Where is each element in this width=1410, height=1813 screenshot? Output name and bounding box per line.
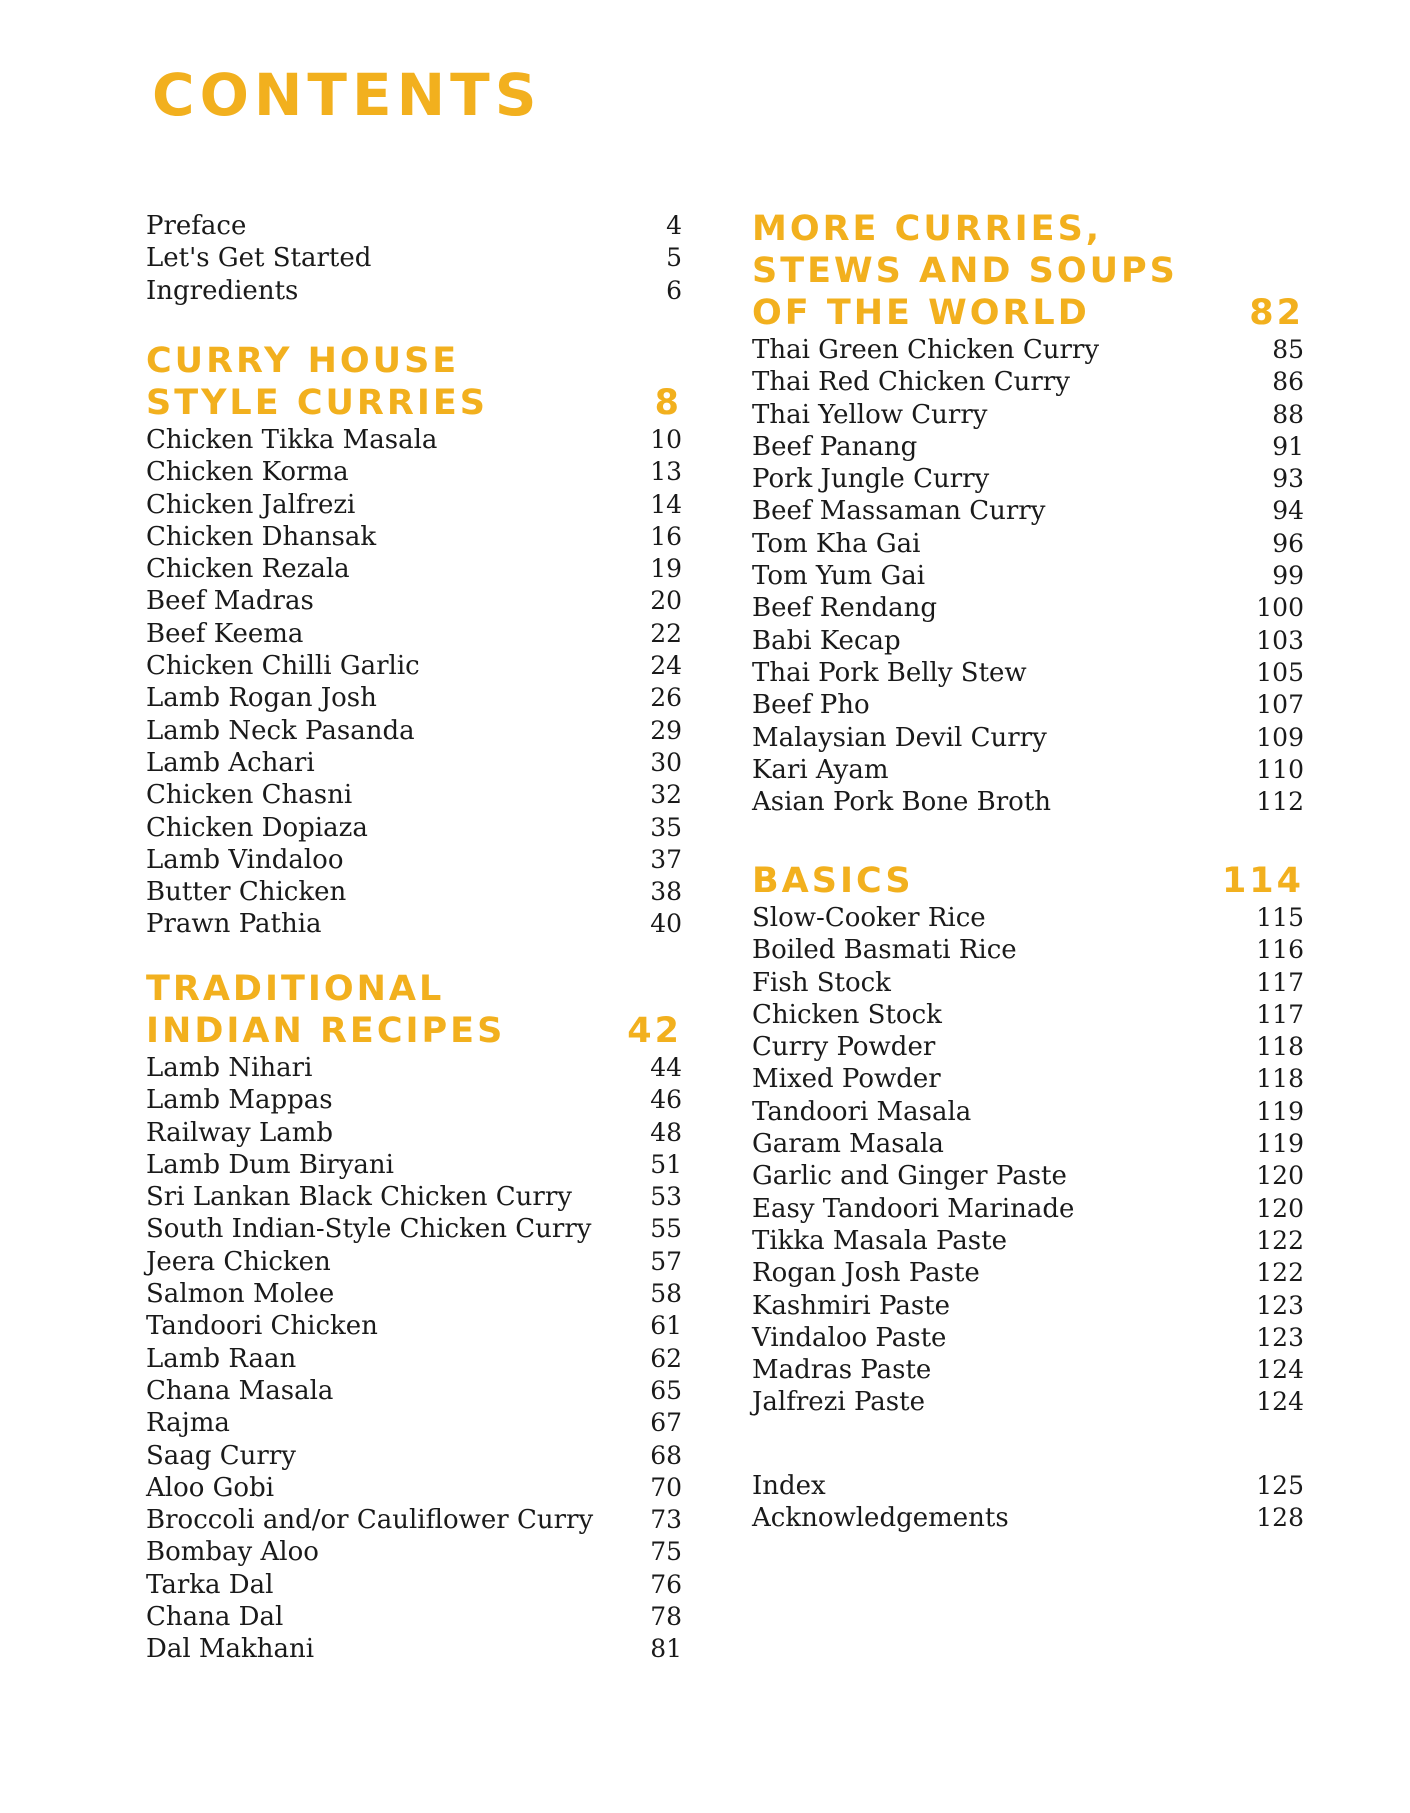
toc-entry bbox=[146, 1343, 682, 1375]
toc-entry bbox=[752, 754, 1304, 786]
entry-page-number: 110 bbox=[1256, 754, 1304, 784]
toc-entry bbox=[146, 715, 682, 747]
toc-entry bbox=[146, 1407, 682, 1439]
entry-page-number: 70 bbox=[650, 1472, 682, 1502]
toc-entry bbox=[752, 1502, 1304, 1534]
toc-entry bbox=[752, 431, 1304, 463]
front-matter-list bbox=[146, 210, 682, 307]
section-more-curries bbox=[752, 208, 1304, 818]
toc-entry bbox=[146, 1504, 682, 1536]
toc-entry bbox=[752, 1290, 1304, 1322]
entry-title: Tandoori Masala bbox=[752, 1096, 972, 1127]
entry-title: Chana Dal bbox=[146, 1602, 284, 1633]
entry-title: Mixed Powder bbox=[752, 1064, 941, 1095]
entry-page-number: 81 bbox=[650, 1634, 682, 1664]
entry-title: Kashmiri Paste bbox=[752, 1290, 950, 1321]
section-page-number: 114 bbox=[1221, 861, 1304, 901]
entry-title: Thai Yellow Curry bbox=[752, 399, 988, 430]
entry-page-number: 117 bbox=[1256, 999, 1304, 1029]
back-matter-list bbox=[752, 1470, 1304, 1535]
entry-page-number: 88 bbox=[1272, 399, 1304, 429]
toc-entry bbox=[146, 1246, 682, 1278]
entry-title: Malaysian Devil Curry bbox=[752, 722, 1047, 753]
toc-entry bbox=[146, 618, 682, 650]
toc-entry bbox=[752, 902, 1304, 934]
entry-title: Vindaloo Paste bbox=[752, 1322, 947, 1353]
entry-title: Bombay Aloo bbox=[146, 1537, 319, 1568]
toc-entry bbox=[146, 747, 682, 779]
entry-title: Slow-Cooker Rice bbox=[752, 903, 986, 933]
entry-page-number: 4 bbox=[666, 211, 682, 240]
toc-entry bbox=[752, 1225, 1304, 1257]
toc-entry bbox=[752, 1063, 1304, 1095]
entry-page-number: 118 bbox=[1256, 1032, 1304, 1062]
entry-title: Easy Tandoori Marinade bbox=[752, 1193, 1075, 1224]
entry-page-number: 13 bbox=[650, 457, 682, 487]
entry-title: Chicken Dhansak bbox=[146, 521, 377, 552]
section-basics bbox=[752, 860, 1304, 1419]
entry-page-number: 44 bbox=[650, 1053, 682, 1082]
entry-page-number: 109 bbox=[1256, 722, 1304, 752]
toc-entry bbox=[752, 399, 1304, 431]
section-heading bbox=[752, 208, 1304, 334]
entry-page-number: 116 bbox=[1256, 935, 1304, 965]
entry-title: Jalfrezi Paste bbox=[752, 1387, 925, 1418]
toc-entry bbox=[752, 366, 1304, 398]
toc-entry bbox=[146, 456, 682, 488]
entry-title: Beef Pho bbox=[752, 690, 870, 721]
entry-page-number: 62 bbox=[650, 1343, 682, 1373]
entry-page-number: 96 bbox=[1272, 528, 1304, 558]
toc-entry bbox=[146, 585, 682, 617]
entry-title: Chicken Dopiaza bbox=[146, 812, 368, 843]
section-page-number: 42 bbox=[627, 1011, 682, 1051]
section-heading bbox=[146, 340, 682, 424]
toc-entry bbox=[146, 650, 682, 682]
entry-title: Beef Keema bbox=[146, 618, 304, 649]
entry-page-number: 19 bbox=[650, 554, 682, 584]
toc-entry bbox=[146, 1569, 682, 1601]
toc-entry bbox=[752, 1193, 1304, 1225]
section-heading-line: CURRY HOUSE bbox=[146, 341, 460, 381]
section-heading-line: TRADITIONAL bbox=[146, 969, 445, 1009]
entry-title: Preface bbox=[146, 211, 247, 241]
entry-page-number: 16 bbox=[650, 521, 682, 551]
entry-title: Babi Kecap bbox=[752, 625, 901, 656]
toc-entry bbox=[752, 463, 1304, 495]
entry-page-number: 48 bbox=[650, 1117, 682, 1147]
entry-page-number: 120 bbox=[1256, 1161, 1304, 1191]
entry-page-number: 125 bbox=[1256, 1471, 1304, 1500]
entry-page-number: 118 bbox=[1256, 1064, 1304, 1094]
entry-page-number: 40 bbox=[650, 909, 682, 939]
entry-page-number: 115 bbox=[1256, 903, 1304, 932]
entry-title: Beef Panang bbox=[752, 431, 918, 462]
section-heading-line: OF THE WORLD bbox=[752, 293, 1090, 333]
toc-entry bbox=[146, 682, 682, 714]
entry-page-number: 76 bbox=[650, 1569, 682, 1599]
entry-title: Ingredients bbox=[146, 275, 299, 306]
entry-title: Broccoli and/or Cauliflower Curry bbox=[146, 1505, 594, 1536]
entry-title: Beef Madras bbox=[146, 586, 314, 617]
toc-entry bbox=[146, 1117, 682, 1149]
entry-title: Dal Makhani bbox=[146, 1634, 315, 1665]
toc-entry bbox=[752, 1257, 1304, 1289]
entry-title: Boiled Basmati Rice bbox=[752, 935, 1017, 966]
section-heading-line: STEWS AND SOUPS bbox=[752, 251, 1178, 291]
toc-entry bbox=[752, 689, 1304, 721]
entry-title: South Indian-Style Chicken Curry bbox=[146, 1214, 592, 1245]
entry-page-number: 53 bbox=[650, 1182, 682, 1212]
toc-entry bbox=[146, 908, 682, 940]
toc-entry bbox=[146, 275, 682, 307]
toc-entry bbox=[146, 1601, 682, 1633]
toc-entry bbox=[752, 560, 1304, 592]
toc-entry bbox=[752, 495, 1304, 527]
entry-page-number: 107 bbox=[1256, 690, 1304, 720]
toc-entry bbox=[752, 657, 1304, 689]
toc-entry bbox=[146, 844, 682, 876]
entry-title: Sri Lankan Black Chicken Curry bbox=[146, 1182, 572, 1213]
entry-page-number: 103 bbox=[1256, 625, 1304, 655]
entry-page-number: 78 bbox=[650, 1602, 682, 1632]
entry-page-number: 67 bbox=[650, 1408, 682, 1438]
toc-entry bbox=[146, 812, 682, 844]
entry-page-number: 55 bbox=[650, 1214, 682, 1244]
entry-title: Tom Kha Gai bbox=[752, 528, 921, 559]
entry-page-number: 124 bbox=[1256, 1355, 1304, 1385]
entry-title: Rajma bbox=[146, 1408, 230, 1439]
section-heading-line: BASICS bbox=[752, 861, 914, 901]
toc-entry bbox=[752, 528, 1304, 560]
entry-page-number: 22 bbox=[650, 618, 682, 648]
entry-title: Chicken Chilli Garlic bbox=[146, 651, 420, 682]
entry-title: Chana Masala bbox=[146, 1375, 334, 1406]
toc-entry bbox=[752, 1096, 1304, 1128]
entry-title: Index bbox=[752, 1471, 826, 1501]
entry-page-number: 65 bbox=[650, 1375, 682, 1405]
section-heading-line: STYLE CURRIES bbox=[146, 383, 488, 423]
section-page-number: 82 bbox=[1249, 293, 1304, 333]
toc-entry bbox=[752, 1354, 1304, 1386]
entry-title: Thai Red Chicken Curry bbox=[752, 367, 1070, 398]
entry-title: Tandoori Chicken bbox=[146, 1311, 378, 1342]
entry-page-number: 37 bbox=[650, 844, 682, 874]
entry-page-number: 100 bbox=[1256, 593, 1304, 623]
entry-title: Chicken Korma bbox=[146, 457, 349, 488]
toc-entry bbox=[752, 1128, 1304, 1160]
entry-title: Asian Pork Bone Broth bbox=[752, 787, 1052, 818]
entry-title: Salmon Molee bbox=[146, 1279, 335, 1310]
entry-title: Madras Paste bbox=[752, 1355, 932, 1386]
entry-page-number: 93 bbox=[1272, 464, 1304, 494]
entry-list bbox=[146, 1052, 682, 1666]
section-page-number: 8 bbox=[654, 383, 682, 423]
entry-page-number: 10 bbox=[650, 425, 682, 454]
entry-page-number: 26 bbox=[650, 683, 682, 713]
toc-entry bbox=[752, 592, 1304, 624]
entry-title: Lamb Vindaloo bbox=[146, 844, 344, 875]
toc-entry bbox=[146, 1052, 682, 1084]
section-heading-line: MORE CURRIES, bbox=[752, 209, 1103, 249]
entry-page-number: 99 bbox=[1272, 561, 1304, 591]
entry-page-number: 123 bbox=[1256, 1290, 1304, 1320]
section-curry-house bbox=[146, 340, 682, 941]
entry-title: Lamb Achari bbox=[146, 747, 315, 778]
section-heading-line: INDIAN RECIPES bbox=[146, 1011, 506, 1051]
entry-page-number: 91 bbox=[1272, 431, 1304, 461]
toc-entry bbox=[146, 1536, 682, 1568]
entry-title: Saag Curry bbox=[146, 1440, 296, 1471]
entry-title: Railway Lamb bbox=[146, 1117, 334, 1148]
section-traditional bbox=[146, 968, 682, 1666]
entry-title: Butter Chicken bbox=[146, 877, 347, 908]
toc-entry bbox=[752, 722, 1304, 754]
toc-entry bbox=[752, 1031, 1304, 1063]
entry-page-number: 128 bbox=[1256, 1503, 1304, 1533]
entry-page-number: 51 bbox=[650, 1149, 682, 1179]
entry-title: Chicken Chasni bbox=[146, 780, 353, 811]
toc-entry bbox=[146, 1375, 682, 1407]
entry-title: Tarka Dal bbox=[146, 1569, 274, 1600]
toc-entry bbox=[146, 1472, 682, 1504]
entry-title: Lamb Dum Biryani bbox=[146, 1149, 394, 1180]
entry-title: Prawn Pathia bbox=[146, 909, 322, 940]
entry-page-number: 6 bbox=[666, 275, 682, 305]
section-heading bbox=[146, 968, 682, 1052]
entry-title: Kari Ayam bbox=[752, 754, 889, 785]
entry-title: Garam Masala bbox=[752, 1129, 944, 1160]
entry-title: Rogan Josh Paste bbox=[752, 1258, 980, 1289]
entry-page-number: 32 bbox=[650, 780, 682, 810]
entry-title: Chicken Tikka Masala bbox=[146, 425, 438, 455]
entry-title: Garlic and Ginger Paste bbox=[752, 1161, 1067, 1192]
toc-entry bbox=[752, 934, 1304, 966]
toc-entry bbox=[752, 999, 1304, 1031]
entry-page-number: 122 bbox=[1256, 1225, 1304, 1255]
entry-page-number: 58 bbox=[650, 1279, 682, 1309]
toc-entry bbox=[752, 786, 1304, 818]
entry-page-number: 46 bbox=[650, 1085, 682, 1115]
entry-page-number: 35 bbox=[650, 812, 682, 842]
toc-entry bbox=[146, 1633, 682, 1665]
entry-page-number: 112 bbox=[1256, 787, 1304, 817]
entry-page-number: 119 bbox=[1256, 1096, 1304, 1126]
entry-page-number: 119 bbox=[1256, 1129, 1304, 1159]
toc-entry bbox=[752, 625, 1304, 657]
entry-title: Beef Massaman Curry bbox=[752, 496, 1046, 527]
entry-title: Chicken Jalfrezi bbox=[146, 489, 356, 520]
toc-entry bbox=[146, 1310, 682, 1342]
section-heading bbox=[752, 860, 1304, 902]
entry-title: Beef Rendang bbox=[752, 593, 938, 624]
entry-page-number: 20 bbox=[650, 586, 682, 616]
entry-page-number: 120 bbox=[1256, 1193, 1304, 1223]
entry-list bbox=[146, 424, 682, 941]
entry-title: Jeera Chicken bbox=[146, 1246, 331, 1277]
toc-entry bbox=[146, 1440, 682, 1472]
entry-title: Lamb Nihari bbox=[146, 1053, 313, 1083]
entry-page-number: 68 bbox=[650, 1440, 682, 1470]
page-title: CONTENTS bbox=[152, 61, 542, 129]
entry-title: Let's Get Started bbox=[146, 243, 372, 274]
toc-entry bbox=[146, 210, 682, 242]
entry-page-number: 57 bbox=[650, 1246, 682, 1276]
entry-title: Chicken Rezala bbox=[146, 554, 350, 585]
entry-title: Acknowledgements bbox=[752, 1503, 1009, 1534]
entry-page-number: 73 bbox=[650, 1505, 682, 1535]
toc-entry bbox=[146, 1149, 682, 1181]
entry-title: Lamb Mappas bbox=[146, 1085, 333, 1116]
entry-page-number: 75 bbox=[650, 1537, 682, 1567]
toc-entry bbox=[146, 242, 682, 274]
toc-entry bbox=[146, 876, 682, 908]
toc-entry bbox=[146, 424, 682, 456]
entry-title: Curry Powder bbox=[752, 1032, 936, 1063]
entry-title: Pork Jungle Curry bbox=[752, 464, 990, 495]
entry-page-number: 85 bbox=[1272, 335, 1304, 364]
entry-page-number: 122 bbox=[1256, 1258, 1304, 1288]
toc-entry bbox=[146, 1213, 682, 1245]
entry-title: Lamb Rogan Josh bbox=[146, 683, 377, 714]
entry-list bbox=[752, 334, 1304, 818]
entry-title: Aloo Gobi bbox=[146, 1472, 275, 1503]
toc-entry bbox=[752, 1322, 1304, 1354]
toc-entry bbox=[752, 334, 1304, 366]
entry-title: Thai Green Chicken Curry bbox=[752, 335, 1100, 365]
toc-entry bbox=[146, 1181, 682, 1213]
entry-page-number: 38 bbox=[650, 877, 682, 907]
entry-title: Thai Pork Belly Stew bbox=[752, 657, 1027, 688]
entry-list bbox=[752, 902, 1304, 1419]
entry-page-number: 117 bbox=[1256, 967, 1304, 997]
entry-title: Chicken Stock bbox=[752, 999, 942, 1030]
entry-title: Lamb Raan bbox=[146, 1343, 297, 1374]
entry-page-number: 29 bbox=[650, 715, 682, 745]
entry-page-number: 24 bbox=[650, 651, 682, 681]
entry-page-number: 86 bbox=[1272, 367, 1304, 397]
entry-page-number: 105 bbox=[1256, 657, 1304, 687]
toc-entry bbox=[146, 553, 682, 585]
entry-title: Lamb Neck Pasanda bbox=[146, 715, 415, 746]
entry-page-number: 30 bbox=[650, 747, 682, 777]
entry-page-number: 123 bbox=[1256, 1322, 1304, 1352]
toc-entry bbox=[752, 967, 1304, 999]
entry-page-number: 61 bbox=[650, 1311, 682, 1341]
toc-entry bbox=[146, 779, 682, 811]
toc-entry bbox=[146, 521, 682, 553]
entry-page-number: 94 bbox=[1272, 496, 1304, 526]
entry-title: Fish Stock bbox=[752, 967, 891, 998]
toc-entry bbox=[752, 1160, 1304, 1192]
toc-entry bbox=[752, 1386, 1304, 1418]
entry-page-number: 5 bbox=[666, 243, 682, 273]
entry-title: Tom Yum Gai bbox=[752, 561, 926, 592]
toc-entry bbox=[146, 489, 682, 521]
entry-page-number: 14 bbox=[650, 489, 682, 519]
entry-page-number: 124 bbox=[1256, 1387, 1304, 1417]
toc-entry bbox=[752, 1470, 1304, 1502]
toc-entry bbox=[146, 1084, 682, 1116]
entry-title: Tikka Masala Paste bbox=[752, 1225, 1007, 1256]
toc-entry bbox=[146, 1278, 682, 1310]
